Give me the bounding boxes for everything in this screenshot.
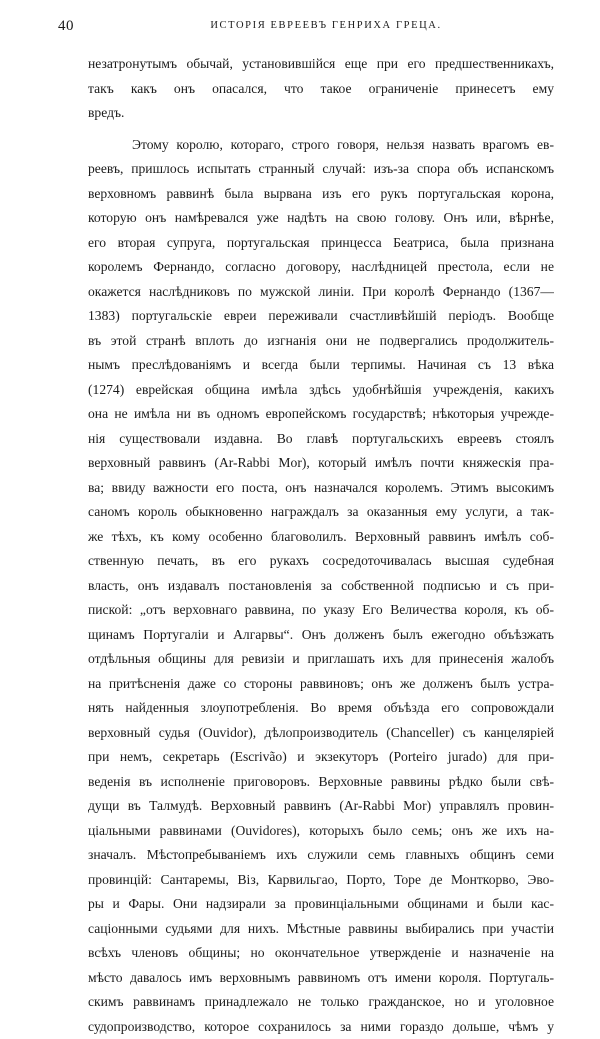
- text-line: нымъ преслѣдованіямъ и всегда были терпимы. Начиная съ 13 вѣка: [88, 353, 554, 378]
- text-line: Этому королю, котораго, строго говоря, нельзя назвать врагомъ ев-: [88, 133, 554, 158]
- text-line: судопроизводство, которое сохранилось за ними гораздо дольше, чѣмъ у: [88, 1015, 554, 1039]
- text-line: ва; ввиду важности его поста, онъ назначался королемъ. Этимъ высокимъ: [88, 476, 554, 501]
- text-line: саціонными судьями для нихъ. Мѣстные раввины выбирались при участіи: [88, 917, 554, 942]
- text-line: же тѣхъ, къ кому особенно благоволилъ. Верховный раввинъ имѣлъ соб-: [88, 525, 554, 550]
- text-line: которую онъ намѣревался уже надѣть на свою голову. Онъ или, вѣрнѣе,: [88, 206, 554, 231]
- text-line: власть, онъ издавалъ постановленія за собственной подписью и съ при-: [88, 574, 554, 599]
- text-line: нять найденныя злоупотребленія. Во время объѣзда его сопровождали: [88, 696, 554, 721]
- text-line: вредъ.: [88, 101, 554, 126]
- text-line: щинамъ Португаліи и Алгарвы“. Онъ долженъ былъ ежегодно объѣзжать: [88, 623, 554, 648]
- text-line: его вторая супруга, португальская принцесса Беатриса, была признана: [88, 231, 554, 256]
- text-line: саномъ король обыкновенно награждалъ за оказанныя ему услуги, а так-: [88, 500, 554, 525]
- text-line: веденія въ исполненіе приговоровъ. Верховные раввины рѣдко были свѣ-: [88, 770, 554, 795]
- text-line: 1383) португальскіе евреи переживали счастливѣйшій періодъ. Вообще: [88, 304, 554, 329]
- text-line: значалъ. Мѣстопребываніемъ ихъ служили семь главныхъ общинъ семи: [88, 843, 554, 868]
- running-title: ИСТОРІЯ ЕВРЕЕВЪ ГЕНРИХА ГРЕЦА.: [58, 20, 554, 31]
- text-line: пиской: „отъ верховнаго раввина, по указу Его Величества короля, къ об-: [88, 598, 554, 623]
- text-line: ры и Фары. Они надзирали за провинціальными общинами и были кас-: [88, 892, 554, 917]
- paragraph: [88, 52, 554, 126]
- text-line: реевъ, пришлось испытать странный случай: изъ-за спора объ испанскомъ: [88, 157, 554, 182]
- body-text: [88, 52, 554, 1039]
- paragraph-gap: [88, 126, 554, 133]
- text-line: при немъ, секретарь (Escrivão) и экзекуторъ (Porteiro jurado) для при-: [88, 745, 554, 770]
- paragraph: [88, 133, 554, 1039]
- text-line: верховный судья (Ouvidor), дѣлопроизводитель (Chanceller) съ канцеляріей: [88, 721, 554, 746]
- text-line: въ этой странѣ вплоть до изгнанія они не подвергались продолжитель-: [88, 329, 554, 354]
- text-line: королемъ Фернандо, согласно договору, наслѣдницей престола, если не: [88, 255, 554, 280]
- text-line: на притѣсненія даже со стороны раввиновъ; онъ же долженъ былъ устра-: [88, 672, 554, 697]
- text-line: (1274) еврейская община имѣла здѣсь удобнѣйшія учрежденія, какихъ: [88, 378, 554, 403]
- text-line: незатронутымъ обычай, установившійся еще при его предшественникахъ,: [88, 52, 554, 77]
- text-line: верховномъ раввинѣ была вырвана изъ его рукъ португальская корона,: [88, 182, 554, 207]
- text-line: провинцій: Сантаремы, Віз, Карвильгао, Порто, Торе де Монткорво, Эво-: [88, 868, 554, 893]
- text-line: верховный раввинъ (Ar-Rabbi Mor), который имѣлъ почти княжескія пра-: [88, 451, 554, 476]
- text-line: нія существовали издавна. Во главѣ португальскихъ евреевъ стоялъ: [88, 427, 554, 452]
- text-line: всѣхъ членовъ общины; но окончательное утвержденіе и назначеніе на: [88, 941, 554, 966]
- page-header: [58, 18, 554, 38]
- page-number: 40: [58, 18, 74, 35]
- text-line: мѣсто давалось имъ верховнымъ раввиномъ отъ имени короля. Португаль-: [88, 966, 554, 991]
- text-line: окажется наслѣдниковъ по мужской линіи. При королѣ Фернандо (1367—: [88, 280, 554, 305]
- text-line: дущи въ Талмудѣ. Верховный раввинъ (Ar-Rabbi Mor) управлялъ провин-: [88, 794, 554, 819]
- text-line: она не имѣла ни въ одномъ европейскомъ государствѣ; нѣкоторыя учрежде-: [88, 402, 554, 427]
- text-line: ственную печать, въ его рукахъ сосредоточивалась высшая судебная: [88, 549, 554, 574]
- text-line: скимъ раввинамъ принадлежало не только гражданское, но и уголовное: [88, 990, 554, 1015]
- text-line: ціальными раввинами (Ouvidores), которыхъ было семь; онъ же ихъ на-: [88, 819, 554, 844]
- text-line: такъ какъ онъ опасался, что такое ограниченіе принесетъ ему: [88, 77, 554, 102]
- text-line: отдѣльныя общины для ревизіи и приглашать ихъ для принесенія жалобъ: [88, 647, 554, 672]
